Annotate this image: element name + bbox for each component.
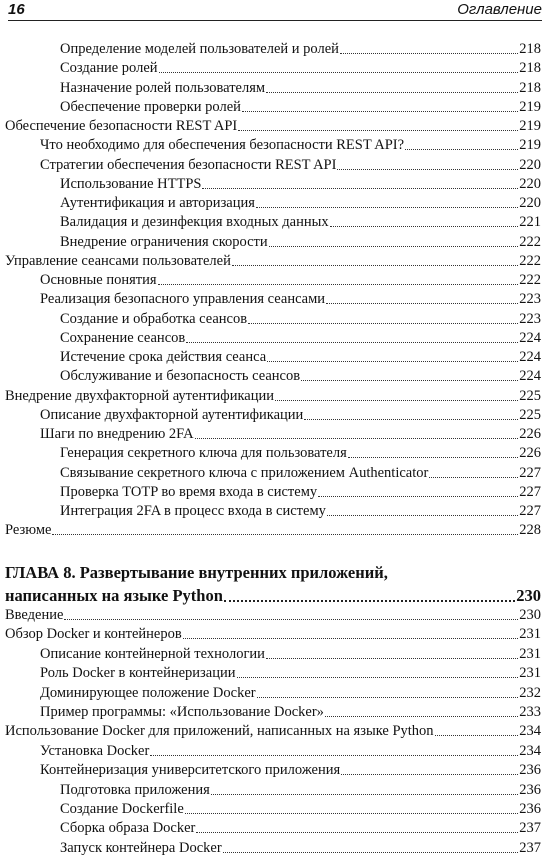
toc-entry[interactable]: [5, 115, 541, 135]
toc-entry-page: 231: [519, 665, 541, 682]
toc-entry[interactable]: [60, 308, 541, 328]
toc-entry-title: Внедрение ограничения скорости: [60, 233, 268, 250]
toc-entry-page: 227: [519, 464, 541, 481]
toc-entry[interactable]: [60, 77, 541, 97]
toc-entry[interactable]: [40, 662, 541, 682]
toc-entry[interactable]: [40, 740, 541, 760]
dot-leader: [242, 111, 518, 112]
toc-entry-title: Аутентификация и авторизация: [60, 195, 255, 211]
toc-entry-page: 223: [519, 310, 541, 327]
toc-entry-title: Резюме: [5, 522, 52, 539]
toc-entry-title: Создание ролей: [60, 60, 158, 77]
toc-entry[interactable]: [60, 481, 541, 501]
toc-entry-page: 224: [519, 329, 541, 346]
dot-leader: [238, 130, 518, 131]
toc-entry-page: 230: [519, 607, 541, 623]
dot-leader: [337, 169, 518, 170]
toc-entry-page: 219: [519, 118, 541, 134]
toc-entry-page: 224: [519, 368, 541, 385]
dot-leader: [159, 72, 519, 73]
dot-leader: [185, 813, 518, 814]
dot-leader: [348, 457, 518, 458]
toc-entry-page: 220: [519, 175, 541, 192]
toc-entry-page: 219: [519, 98, 541, 115]
toc-entry-title: Обзор Docker и контейнеров: [5, 626, 182, 643]
dot-leader: [304, 419, 518, 420]
running-title: Оглавление: [457, 1, 542, 18]
dot-leader: [257, 697, 519, 698]
chapter-heading-line1: ГЛАВА 8. Развертывание внутренних приложений,: [5, 563, 388, 582]
dot-leader: [64, 619, 518, 620]
toc-entry-page: 218: [519, 79, 541, 96]
toc-entry-title: Сборка образа Docker: [60, 820, 196, 837]
toc-entry-page: 226: [519, 426, 541, 442]
dot-leader: [232, 265, 518, 266]
toc-entry[interactable]: [60, 192, 541, 212]
dot-leader: [327, 515, 518, 516]
toc-entry[interactable]: [40, 269, 541, 289]
toc-entry[interactable]: [5, 385, 541, 405]
toc-entry-page: 227: [519, 483, 541, 500]
toc-entry-page: 236: [519, 781, 541, 798]
dot-leader: [267, 361, 518, 362]
toc-entry-title: Пример программы: «Использование Docker»: [40, 704, 324, 720]
toc-entry-title: Запуск контейнера Docker: [60, 839, 222, 856]
toc-entry-title: Проверка TOTP во время входа в систему: [60, 483, 318, 500]
toc-entry-page: 231: [519, 626, 541, 643]
toc-entry[interactable]: [60, 173, 541, 193]
toc-entry-title: Создание и обработка сеансов: [60, 310, 248, 327]
toc-entry-title: Стратегии обеспечения безопасности REST API: [40, 156, 337, 173]
dot-leader: [301, 380, 518, 381]
toc-entry[interactable]: [5, 720, 541, 740]
dot-leader: [405, 149, 518, 150]
toc-entry[interactable]: [40, 682, 541, 702]
toc-entry-page: 237: [519, 839, 541, 856]
chapter-page-number: 230: [516, 586, 541, 605]
dot-leader: [150, 755, 518, 756]
toc-entry[interactable]: [60, 38, 541, 58]
toc-entry[interactable]: [60, 327, 541, 347]
dot-leader: [275, 400, 518, 401]
dot-leader: [340, 53, 518, 54]
toc-entry-page: 218: [519, 41, 541, 57]
toc-entry-page: 236: [519, 801, 541, 817]
toc-entry-page: 228: [519, 522, 541, 539]
toc-entry[interactable]: [60, 837, 541, 857]
toc-entry[interactable]: [60, 96, 541, 116]
toc-entry[interactable]: [60, 57, 541, 77]
toc-entry[interactable]: [60, 462, 541, 482]
toc-entry[interactable]: [60, 798, 541, 818]
toc-entry-title: Контейнеризация университетского приложения: [40, 762, 341, 779]
toc-entry-page: 231: [519, 645, 541, 662]
toc-entry[interactable]: [40, 759, 541, 779]
toc-entry-title: Основные понятия: [40, 272, 157, 288]
toc-entry[interactable]: [5, 604, 541, 624]
dot-leader: [224, 600, 515, 602]
dot-leader: [318, 496, 518, 497]
dot-leader: [330, 226, 519, 227]
toc-entry-title: Назначение ролей пользователям: [60, 79, 266, 96]
toc-entry-page: 223: [519, 291, 541, 308]
dot-leader: [435, 735, 519, 736]
toc-entry-title: Обеспечение безопасности REST API: [5, 118, 238, 134]
toc-entry-title: Валидация и дезинфекция входных данных: [60, 214, 329, 231]
dot-leader: [223, 852, 519, 853]
dot-leader: [211, 794, 518, 795]
toc-entry[interactable]: [60, 365, 541, 385]
toc-entry-title: Интеграция 2FA в процесс входа в систему: [60, 503, 326, 519]
dot-leader: [237, 677, 519, 678]
dot-leader: [195, 438, 519, 439]
toc-entry-page: 234: [519, 723, 541, 740]
toc-entry-title: Введение: [5, 607, 64, 623]
dot-leader: [186, 342, 518, 343]
toc-entry[interactable]: [5, 250, 541, 270]
dot-leader: [183, 638, 519, 639]
toc-entry[interactable]: [60, 500, 541, 520]
dot-leader: [269, 246, 519, 247]
toc-entry-page: 220: [519, 156, 541, 173]
toc-entry-title: Обслуживание и безопасность сеансов: [60, 368, 301, 385]
toc-entry[interactable]: [5, 519, 541, 539]
toc-entry-title: Сохранение сеансов: [60, 329, 186, 346]
page-header: [8, 0, 542, 21]
toc-entry-page: 225: [519, 406, 541, 423]
toc-entry-title: Истечение срока действия сеанса: [60, 349, 267, 365]
toc-entry[interactable]: [40, 134, 541, 154]
toc-entry-title: Шаги по внедрению 2FA: [40, 426, 194, 442]
toc-entry-page: 226: [519, 445, 541, 462]
toc-entry-page: 234: [519, 742, 541, 759]
toc-entry[interactable]: [60, 346, 541, 366]
toc-entry[interactable]: [60, 817, 541, 837]
chapter-heading-line2: написанных на языке Python: [5, 586, 223, 605]
toc-entry-title: Определение моделей пользователей и ролей: [60, 41, 339, 57]
toc-entry-title: Использование HTTPS: [60, 175, 202, 192]
toc-entry-title: Реализация безопасного управления сеансами: [40, 291, 326, 308]
toc-entry[interactable]: [40, 701, 541, 721]
toc-entry-title: Использование Docker для приложений, написанных на языке Python: [5, 723, 434, 740]
toc-entry[interactable]: [40, 423, 541, 443]
toc-entry-page: 237: [519, 820, 541, 837]
toc-entry[interactable]: [40, 643, 541, 663]
toc-entry-title: Описание двухфакторной аутентификации: [40, 406, 304, 423]
toc-entry-page: 221: [519, 214, 541, 231]
toc-entry[interactable]: [5, 623, 541, 643]
toc-entry-page: 220: [519, 195, 541, 211]
toc-entry[interactable]: [40, 288, 541, 308]
toc-entry-title: Что необходимо для обеспечения безопасности REST API?: [40, 137, 405, 154]
dot-leader: [266, 92, 518, 93]
dot-leader: [326, 303, 518, 304]
toc-entry-title: Подготовка приложения: [60, 781, 210, 798]
toc-entry-page: 227: [519, 503, 541, 519]
dot-leader: [429, 477, 518, 478]
toc-entry[interactable]: [60, 442, 541, 462]
dot-leader: [202, 188, 518, 189]
toc-entry-page: 222: [519, 233, 541, 250]
toc-entry-title: Внедрение двухфакторной аутентификации: [5, 387, 274, 404]
toc-entry-page: 219: [519, 137, 541, 154]
toc-entry[interactable]: [60, 231, 541, 251]
toc-entry[interactable]: [40, 404, 541, 424]
toc-entry-title: Управление сеансами пользователей: [5, 252, 231, 269]
toc-entry-title: Описание контейнерной технологии: [40, 645, 265, 662]
toc-entry-page: 222: [519, 252, 541, 269]
toc-entry-page: 225: [519, 387, 541, 404]
toc-entry-page: 222: [519, 272, 541, 288]
chapter-heading[interactable]: [5, 584, 541, 606]
dot-leader: [256, 207, 518, 208]
toc-entry[interactable]: [40, 154, 541, 174]
dot-leader: [158, 284, 519, 285]
page-number: 16: [8, 1, 25, 18]
toc-entry-title: Обеспечение проверки ролей: [60, 98, 241, 115]
toc-entry[interactable]: [60, 779, 541, 799]
toc-entry-title: Генерация секретного ключа для пользователя: [60, 445, 347, 462]
toc-entry-title: Установка Docker: [40, 742, 150, 759]
toc-entry-page: 218: [519, 60, 541, 77]
toc-entry-page: 233: [519, 704, 541, 720]
dot-leader: [266, 658, 518, 659]
dot-leader: [341, 774, 518, 775]
toc-entry-page: 232: [519, 684, 541, 701]
dot-leader: [52, 534, 518, 535]
toc-entry-title: Связывание секретного ключа с приложением Authenticator: [60, 464, 429, 481]
dot-leader: [248, 323, 518, 324]
toc-entry-page: 236: [519, 762, 541, 779]
dot-leader: [196, 832, 518, 833]
dot-leader: [325, 716, 518, 717]
toc-entry-page: 224: [519, 349, 541, 365]
toc-entry-title: Создание Dockerfile: [60, 801, 184, 817]
toc-entry[interactable]: [60, 211, 541, 231]
toc-entry-title: Доминирующее положение Docker: [40, 684, 256, 701]
toc-entry-title: Роль Docker в контейнеризации: [40, 665, 236, 682]
